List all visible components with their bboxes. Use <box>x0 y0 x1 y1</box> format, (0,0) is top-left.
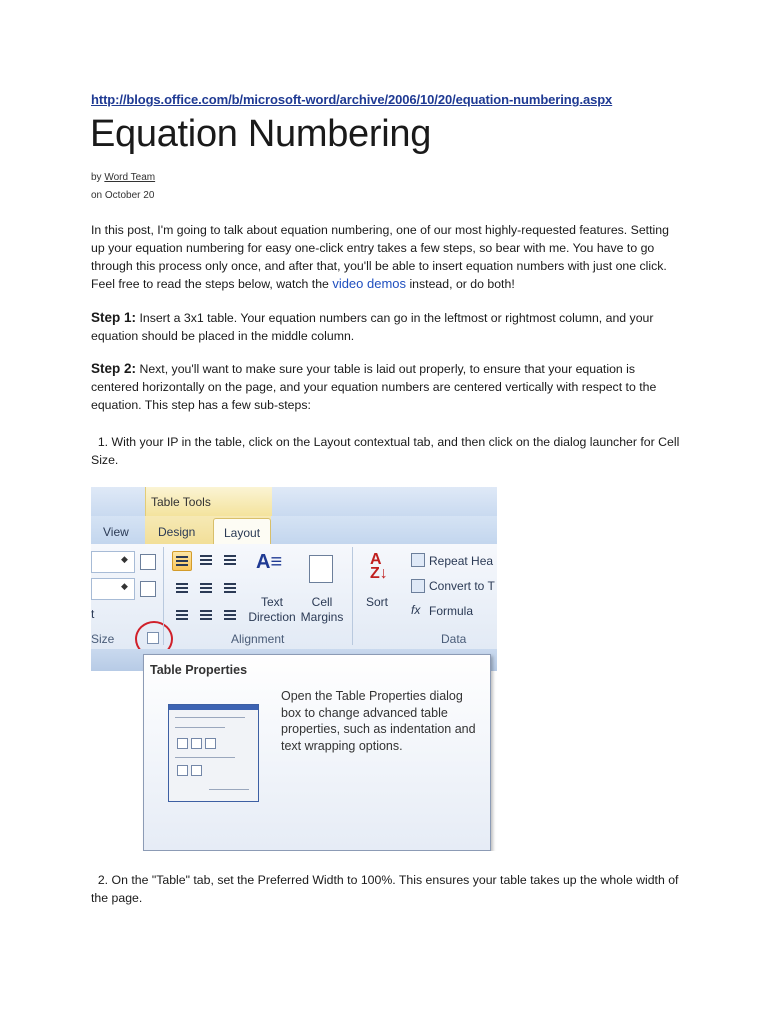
distribute-columns-icon[interactable] <box>140 581 156 597</box>
cell-size-group-label: Size <box>91 632 115 646</box>
formula-icon: fx <box>411 603 421 617</box>
tooltip-title: Table Properties <box>150 663 248 677</box>
convert-to-text-button[interactable]: Convert to T <box>429 579 495 593</box>
video-demos-link[interactable]: video demos <box>332 276 407 291</box>
substep2-text: 2. On the "Table" tab, set the Preferred Width to 100%. This ensures your table takes up the whole width of the page. <box>91 873 679 905</box>
data-group-label: Data <box>441 632 467 646</box>
repeat-header-icon <box>411 553 425 567</box>
group-divider <box>352 547 353 645</box>
width-spinner-icon[interactable]: ◆ <box>121 581 128 591</box>
sort-icon[interactable]: A Z↓ <box>370 551 388 582</box>
text-direction-button[interactable] <box>243 595 301 625</box>
align-bottom-center-button[interactable] <box>197 606 215 624</box>
cell-margins-icon[interactable] <box>309 555 333 583</box>
autofit-partial-label[interactable]: t <box>91 607 95 621</box>
step1-paragraph <box>91 309 681 345</box>
text-direction-label-1: Text <box>260 595 283 609</box>
align-top-right-button[interactable] <box>221 551 239 569</box>
step1-label: Step 1: <box>91 310 137 325</box>
cell-margins-label-2: Margins <box>300 610 344 624</box>
step2-text: Next, you'll want to make sure your table is laid out properly, to ensure that your equation is centered horizontally on the page, and your equation numbers are centered vertically with respect to the equation. This step has a few sub-steps: <box>91 362 657 412</box>
tab-layout-label: Layout <box>224 526 261 540</box>
page-title: Equation Numbering <box>90 113 432 155</box>
author-link[interactable]: Word Team <box>104 172 156 183</box>
substep1-text: 1. With your IP in the table, click on the Layout contextual tab, and then click on the dialog launcher for Cell Size. <box>91 435 680 467</box>
align-top-center-button[interactable] <box>197 551 215 569</box>
tab-view[interactable]: View <box>103 525 129 539</box>
align-middle-left-button[interactable] <box>173 579 191 597</box>
byline-by: by <box>91 172 102 183</box>
width-input[interactable] <box>91 578 135 600</box>
step2-paragraph <box>91 360 681 414</box>
substep1-paragraph <box>91 433 681 469</box>
cell-margins-button[interactable] <box>296 595 348 625</box>
table-properties-tooltip <box>143 654 491 851</box>
cell-margins-label-1: Cell <box>311 595 333 609</box>
tab-layout[interactable] <box>213 518 271 547</box>
align-bottom-left-button[interactable] <box>173 606 191 624</box>
table-tools-label: Table Tools <box>151 495 211 509</box>
sort-button[interactable]: Sort <box>366 595 389 609</box>
byline <box>91 172 155 183</box>
height-spinner-icon[interactable]: ◆ <box>121 554 128 564</box>
post-date: on October 20 <box>91 190 155 201</box>
ribbon-screenshot <box>91 487 497 851</box>
tab-design[interactable]: Design <box>158 525 196 539</box>
group-divider <box>163 547 164 645</box>
intro-text: In this post, I'm going to talk about equation numbering, one of our most highly-requested features. Setting up your equation numbering for easy one-click entry takes a few steps, so bear with me. You have to go through this process only once, and after that, you'll be able to insert equation numbers with just one click. Feel free to read the steps below, watch the <box>91 223 669 291</box>
alignment-group-label: Alignment <box>231 632 285 646</box>
formula-button[interactable]: Formula <box>429 604 474 618</box>
substep2-paragraph <box>91 871 681 907</box>
text-direction-icon[interactable]: A≡ <box>256 551 283 573</box>
align-middle-right-button[interactable] <box>221 579 239 597</box>
tooltip-description: Open the Table Properties dialog box to change advanced table properties, such as indentation and text wrapping options. <box>281 689 476 753</box>
text-direction-label-2: Direction <box>248 610 296 624</box>
align-top-left-button[interactable] <box>172 551 192 571</box>
align-middle-center-button[interactable] <box>197 579 215 597</box>
step1-text: Insert a 3x1 table. Your equation numbers can go in the leftmost or rightmost column, and your equation should be placed in the middle column. <box>91 311 654 343</box>
intro-paragraph <box>91 221 681 293</box>
table-properties-dialog-thumbnail <box>168 704 259 802</box>
convert-to-text-icon <box>411 579 425 593</box>
distribute-rows-icon[interactable] <box>140 554 156 570</box>
height-input[interactable] <box>91 551 135 573</box>
align-bottom-right-button[interactable] <box>221 606 239 624</box>
source-url-link[interactable]: http://blogs.office.com/b/microsoft-word/archive/2006/10/20/equation-numbering.aspx <box>91 92 613 107</box>
intro-text-end: instead, or do both! <box>409 277 515 291</box>
step2-label: Step 2: <box>91 361 137 376</box>
repeat-header-button[interactable]: Repeat Hea <box>429 554 494 568</box>
